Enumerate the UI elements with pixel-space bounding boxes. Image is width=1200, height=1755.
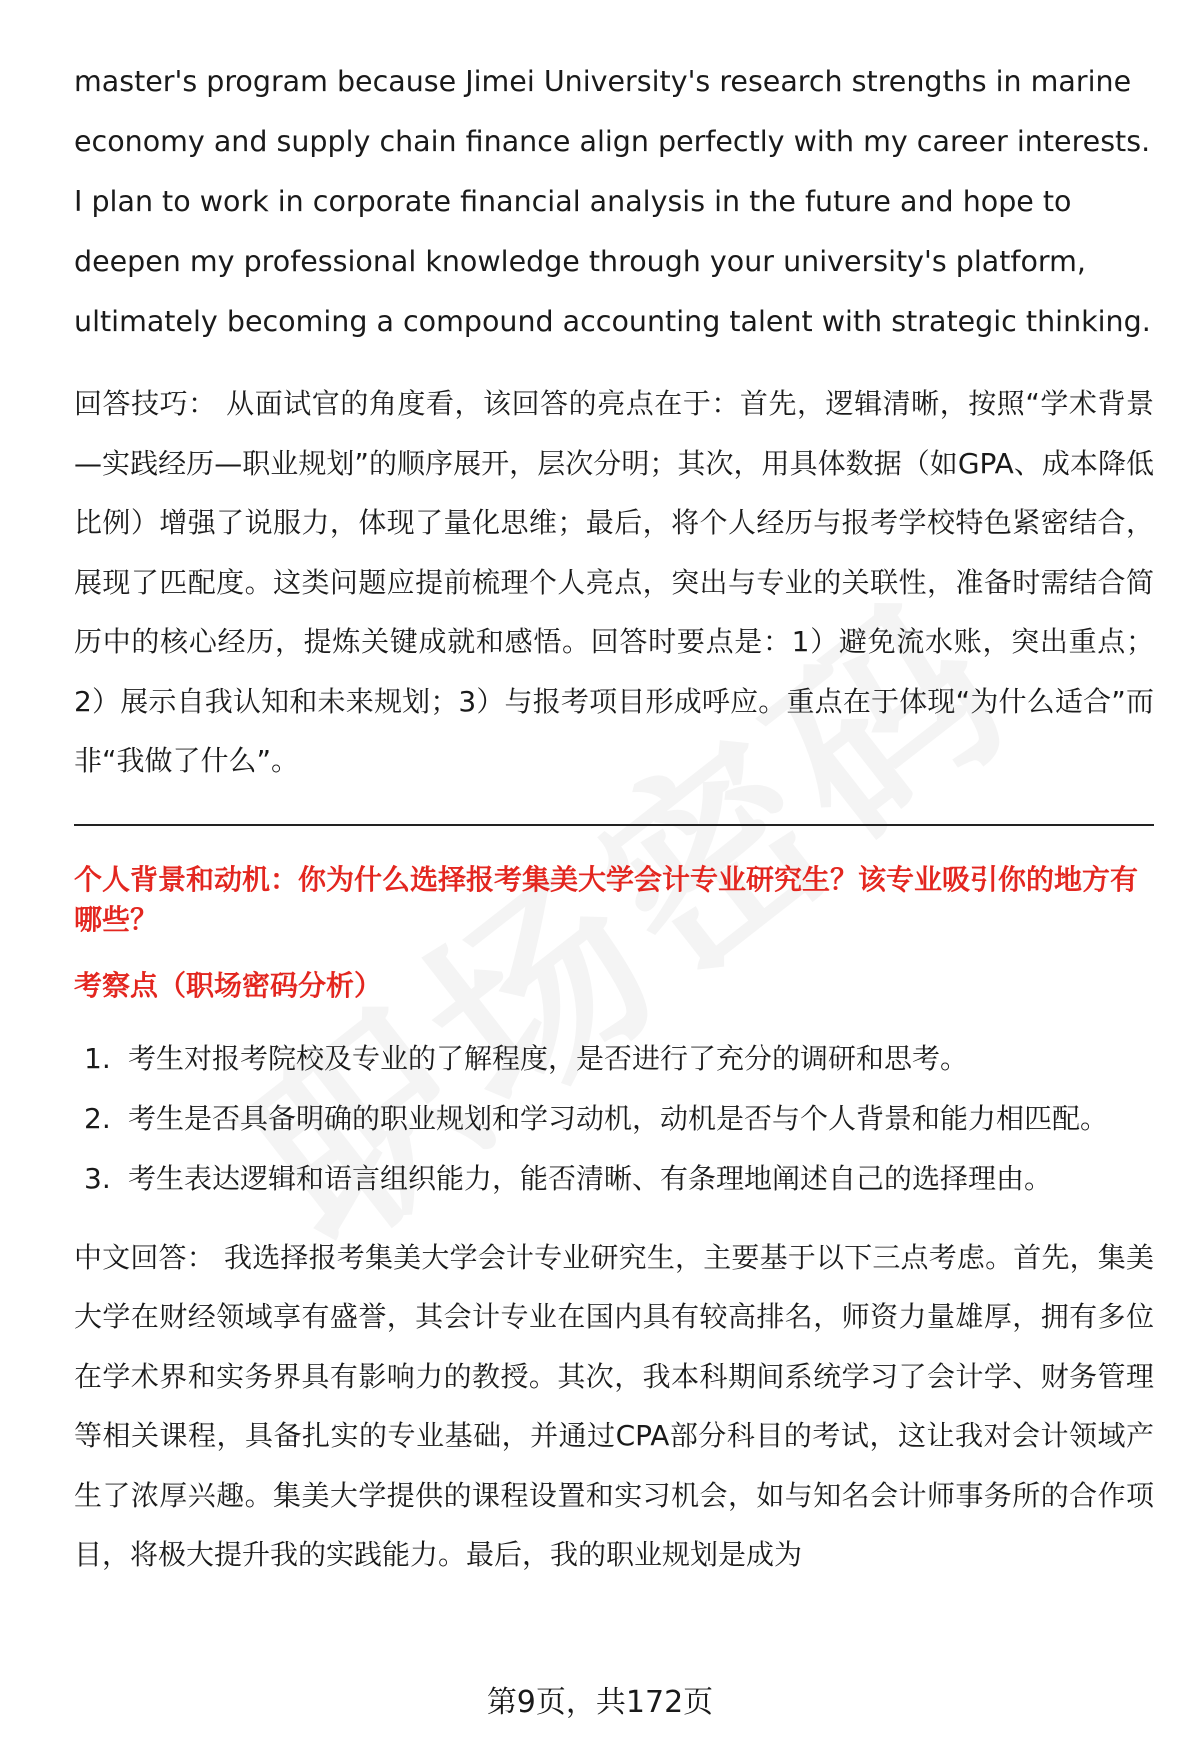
list-item-text: 考生是否具备明确的职业规划和学习动机，动机是否与个人背景和能力相匹配。 [128,1101,1109,1135]
list-item-number: 2. [84,1101,111,1135]
section-divider [74,824,1154,826]
focus-heading: 考察点（职场密码分析） [74,968,383,1002]
list-item [74,1150,1154,1208]
document-body [74,52,1154,1585]
english-answer-paragraph: master's program because Jimei University's research strengths in marine economy and supply chain finance align perfectly with my career interests. I plan to work in corporate financial analysis in the future and hope to deepen my professional knowledge through your university's platform, ultimately becoming a compound accounting talent with strategic thinking. [74,65,1151,338]
answer-tip-paragraph: 回答技巧： 从面试官的角度看，该回答的亮点在于：首先，逻辑清晰，按照“学术背景—实践经历—职业规划”的顺序展开，层次分明；其次，用具体数据（如GPA、成本降低比例）增强了说服力，体现了量化思维；最后，将个人经历与报考学校特色紧密结合，展现了匹配度。这类问题应提前梳理个人亮点，突出与专业的关联性，准备时需结合简历中的核心经历，提炼关键成就和感悟。回答时要点是：1）避免流水账，突出重点；2）展示自我认知和未来规划；3）与报考项目形成呼应。重点在于体现“为什么适合”而非“我做了什么”。 [74,387,1154,777]
page-footer: 第9页，共172页 [486,1685,714,1720]
chinese-answer-paragraph: 中文回答： 我选择报考集美大学会计专业研究生，主要基于以下三点考虑。首先，集美大学在财经领域享有盛誉，其会计专业在国内具有较高排名，师资力量雄厚，拥有多位在学术界和实务界具有影响力的教授。其次，我本科期间系统学习了会计学、财务管理等相关课程，具备扎实的专业基础，并通过CPA部分科目的考试，这让我对会计领域产生了浓厚兴趣。集美大学提供的课程设置和实习机会，如与知名会计师事务所的合作项目，将极大提升我的实践能力。最后，我的职业规划是成为 [74,1240,1154,1571]
list-item-number: 3. [84,1161,111,1195]
question-heading: 个人背景和动机：你为什么选择报考集美大学会计专业研究生？该专业吸引你的地方有哪些？ [74,862,1139,936]
list-item-text: 考生表达逻辑和语言组织能力，能否清晰、有条理地阐述自己的选择理由。 [128,1161,1053,1195]
list-item [74,1030,1154,1088]
list-item [74,1090,1154,1148]
list-item-number: 1. [84,1041,111,1075]
list-item-text: 考生对报考院校及专业的了解程度，是否进行了充分的调研和思考。 [128,1041,969,1075]
focus-points-list [74,1030,1154,1208]
